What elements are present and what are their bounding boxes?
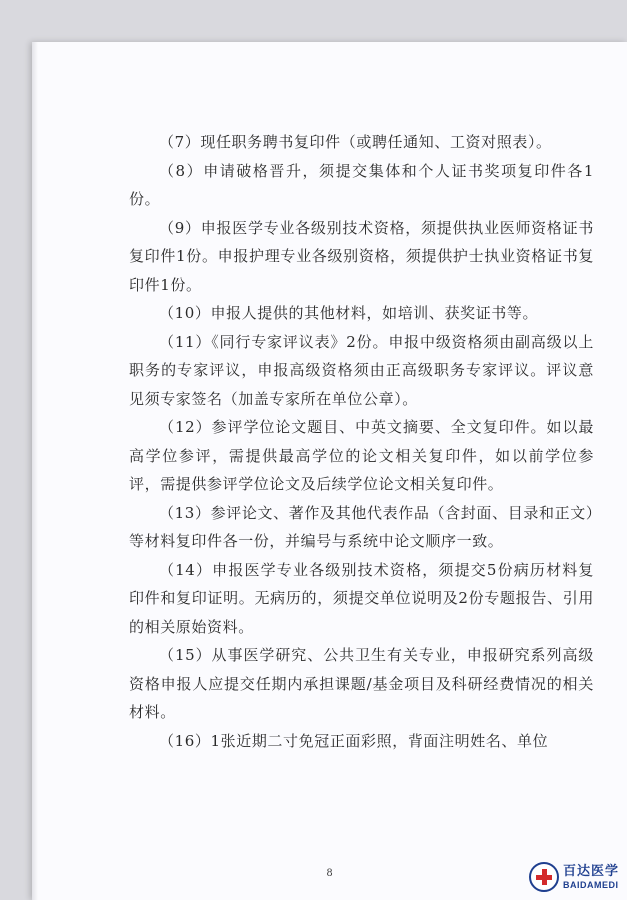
paragraph-item-10: （10）申报人提供的其他材料，如培训、获奖证书等。 [159, 304, 539, 322]
document-body [129, 128, 594, 755]
red-cross-icon [529, 862, 559, 892]
watermark-en-text: BAIDAMEDI [562, 879, 619, 890]
page-number: 8 [326, 868, 333, 879]
paragraph-item-16: （16）1张近期二寸免冠正面彩照，背面注明姓名、单位 [159, 731, 549, 750]
paragraph-item-13: （13）参评论文、著作及其他代表作品（含封面、目录和正文）等材料复印件各一份，并编号与系统中论文顺序一致。 [129, 503, 594, 550]
paragraph-item-11: （11）《同行专家评议表》2份。申报中级资格须由副高级以上职务的专家评议，申报高级资格须由正高级职务专家评议。评议意见须专家签名（加盖专家所在单位公章）。 [129, 332, 594, 408]
document-page [32, 42, 627, 900]
page-edge-shadow [32, 42, 38, 900]
paragraph-item-15: （15）从事医学研究、公共卫生有关专业，申报研究系列高级资格申报人应提交任期内承担课题/基金项目及科研经费情况的相关材料。 [129, 646, 594, 721]
watermark-logo [529, 862, 619, 892]
paragraph-item-12: （12）参评学位论文题目、中英文摘要、全文复印件。如以最高学位参评，需提供最高学位的论文相关复印件，如以前学位参评，需提供参评学位论文及后续学位论文相关复印件。 [129, 418, 594, 493]
paragraph-item-9: （9）申报医学专业各级别技术资格，须提供执业医师资格证书复印件1份。申报护理专业各级别资格，须提供护士执业资格证书复印件1份。 [129, 218, 594, 294]
watermark-text [563, 865, 619, 890]
watermark-cn-text: 百达医学 [562, 863, 619, 879]
paragraph-item-14: （14）申报医学专业各级别技术资格，须提交5份病历材料复印件和复印证明。无病历的，须提交单位说明及2份专题报告、引用的相关原始资料。 [129, 560, 594, 636]
paragraph-item-7: （7）现任职务聘书复印件（或聘任通知、工资对照表）。 [159, 133, 552, 151]
paragraph-item-8: （8）申请破格晋升，须提交集体和个人证书奖项复印件各1份。 [129, 161, 594, 208]
